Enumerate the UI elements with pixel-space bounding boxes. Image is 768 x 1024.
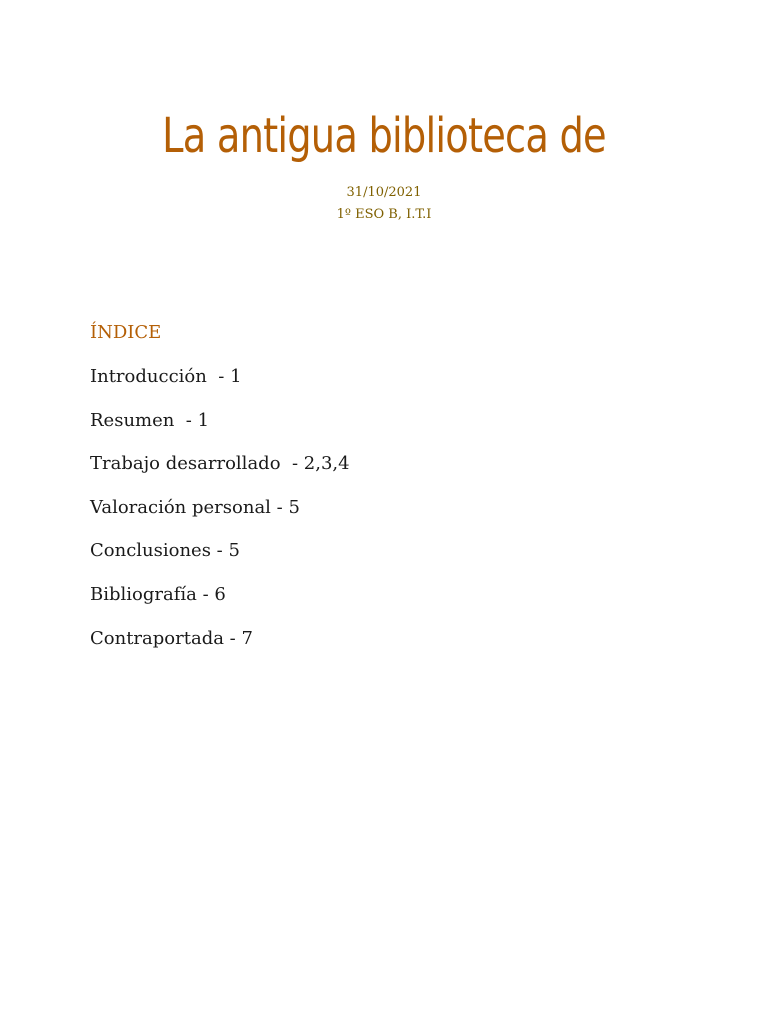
- toc-heading: ÍNDICE: [90, 322, 162, 343]
- document-date: 31/10/2021: [346, 185, 422, 200]
- table-of-contents: [90, 320, 350, 669]
- toc-item-introduccion: Introducción - 1: [90, 366, 242, 387]
- toc-item-trabajo-desarrollado: Trabajo desarrollado - 2,3,4: [90, 453, 350, 475]
- toc-list: [90, 364, 350, 652]
- toc-item-resumen: Resumen - 1: [90, 409, 210, 431]
- toc-item-conclusiones: Conclusiones - 5: [90, 540, 240, 562]
- toc-item-valoracion-personal: Valoración personal - 5: [90, 496, 300, 518]
- document-class-info: 1º ESO B, I.T.I: [336, 207, 432, 222]
- toc-item-bibliografia: Bibliografía - 6: [90, 583, 226, 605]
- toc-item-contraportada: Contraportada - 7: [90, 627, 253, 649]
- document-title: La antigua biblioteca de: [162, 108, 606, 164]
